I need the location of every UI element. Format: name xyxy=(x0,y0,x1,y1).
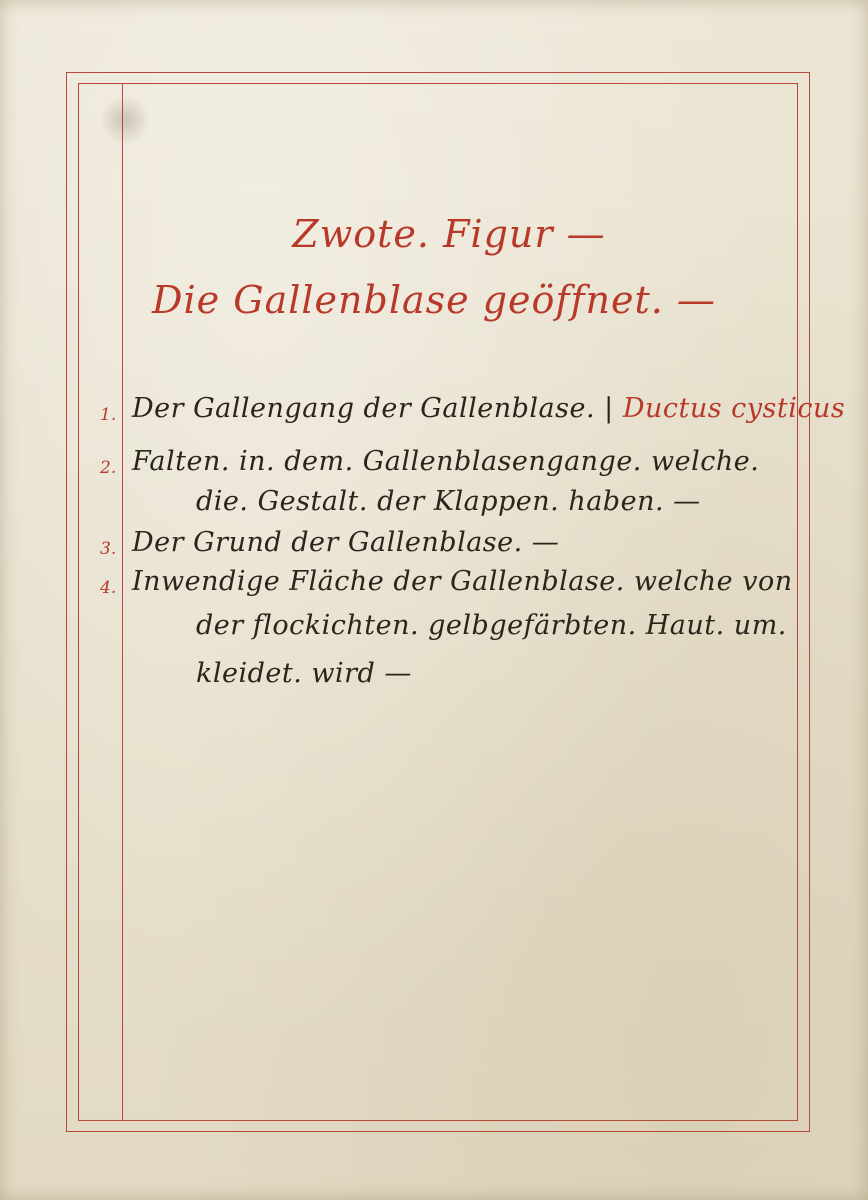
figure-title: Zwote. Figur — xyxy=(292,212,606,256)
entry-line: der flockichten. gelbgefärbten. Haut. um. xyxy=(196,610,787,641)
entry-line: Der Grund der Gallenblase. — xyxy=(132,527,560,558)
entry-line: Falten. in. dem. Gallenblasengange. welche. xyxy=(132,446,760,477)
entry-number: 4. xyxy=(100,578,117,598)
entry-line: Inwendige Fläche der Gallenblase. welche von xyxy=(132,566,793,597)
entry-number: 3. xyxy=(100,539,117,559)
latin-term: Ductus cysticus xyxy=(622,393,846,424)
figure-subtitle: Die Gallenblase geöffnet. — xyxy=(152,278,716,322)
entry-line: die. Gestalt. der Klappen. haben. — xyxy=(196,486,701,517)
entry-text xyxy=(132,393,845,424)
entry-number: 2. xyxy=(100,458,117,478)
entry-number: 1. xyxy=(100,405,117,425)
entry-line: Der Gallengang der Gallenblase. | xyxy=(132,393,614,424)
entry-line: kleidet. wird — xyxy=(196,658,412,689)
